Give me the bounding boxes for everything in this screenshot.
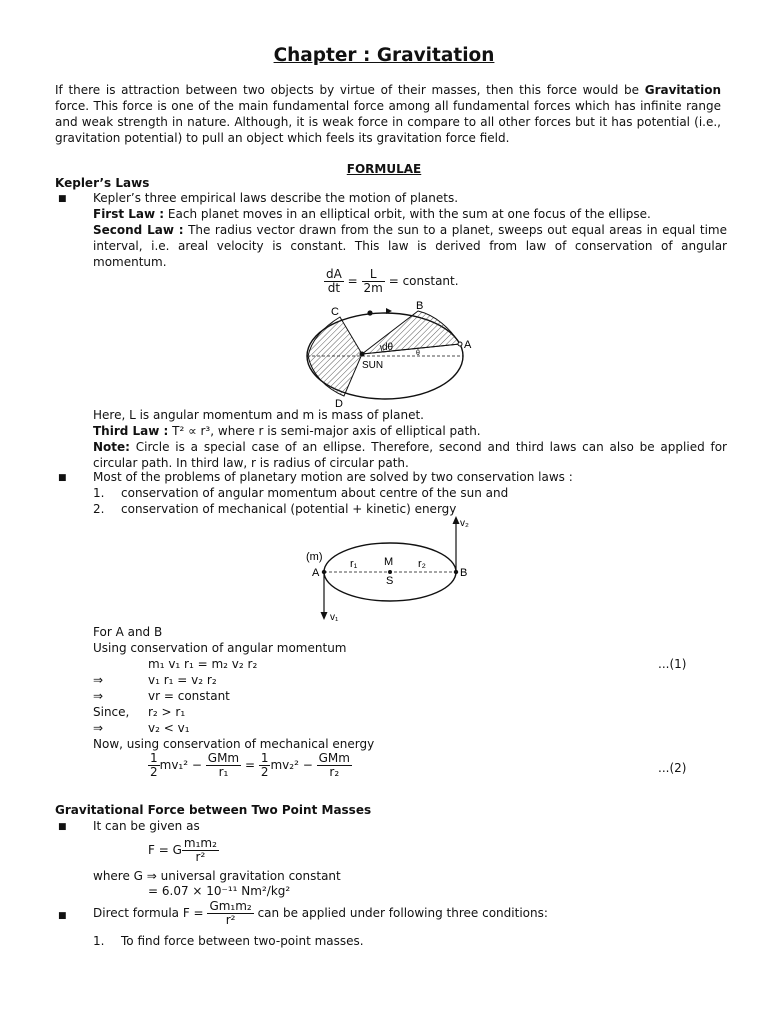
- implication-1: v₁ r₁ = v₂ r₂: [148, 673, 217, 687]
- label-S: S: [386, 575, 394, 587]
- label-v1: v₁: [330, 612, 339, 623]
- fraction-gmm-r2: [317, 752, 352, 779]
- fraction-gm1m2-r2: [207, 900, 253, 927]
- implication-3: v₂ < v₁: [148, 721, 190, 735]
- label-d: D: [335, 398, 343, 410]
- frac-num: m₁m₂: [183, 836, 217, 850]
- third-law-text: T² ∝ r³, where r is semi-major axis of elliptical path.: [168, 424, 481, 438]
- note-label: Note:: [93, 440, 130, 454]
- for-a-and-b: For A and B: [93, 625, 163, 639]
- minus-sign: −: [191, 758, 202, 772]
- equals-sign: =: [347, 274, 358, 288]
- fraction-half: [148, 752, 160, 779]
- bullet-marker: ■: [58, 194, 67, 204]
- direct-pre: Direct formula F =: [93, 906, 204, 920]
- list-item-num: 1.: [93, 934, 105, 948]
- page-title: Chapter : Gravitation: [273, 45, 495, 66]
- fraction-L-2m: [362, 268, 385, 295]
- swept-area-right: [362, 311, 460, 354]
- label-dtheta: dθ: [382, 342, 394, 353]
- energy-equation: [148, 752, 352, 779]
- direct-formula-line: [93, 900, 548, 927]
- label-a: A: [464, 339, 472, 351]
- mv1-term: mv₁²: [159, 758, 189, 772]
- label-sun: SUN: [362, 360, 384, 371]
- label-r2: r₂: [418, 558, 426, 570]
- frac-den: 2: [150, 765, 158, 779]
- list-item-text: To find force between two-point masses.: [121, 934, 364, 948]
- intro-text-post: force. This force is one of the main fundamental force among all fundamental forces which has infinite range and weak strength in nature. Although, it is weak force in compare to all other forces but it has potential (i.e., gravitation potential) to pull an object which feels its gravitation force field.: [55, 99, 721, 145]
- list-item-num: 1.: [93, 486, 105, 500]
- mv2-term: mv₂²: [270, 758, 299, 772]
- equation-2-tag: ...(2): [658, 761, 687, 775]
- kepler-orbit-diagram: [300, 298, 480, 410]
- here-line: Here, L is angular momentum and m is mass of planet.: [93, 408, 424, 422]
- where-g-line: where G ⇒ universal gravitation constant: [93, 869, 341, 883]
- intro-paragraph: [55, 82, 721, 146]
- first-law: [93, 207, 651, 222]
- formulae-heading: FORMULAE: [346, 162, 422, 176]
- label-b: B: [460, 567, 468, 579]
- areal-velocity-equation: [324, 268, 459, 295]
- note: [93, 439, 727, 471]
- equation-1-tag: ...(1): [658, 657, 687, 671]
- kepler-heading: Kepler’s Laws: [55, 176, 150, 190]
- intro-bold-term: Gravitation: [644, 83, 721, 97]
- frac-den: dt: [327, 281, 341, 295]
- label-M: M: [384, 556, 394, 568]
- third-law-label: Third Law :: [93, 424, 169, 438]
- list-item-text: conservation of angular momentum about centre of the sun and: [121, 486, 509, 500]
- frac-num: L: [362, 268, 385, 282]
- frac-den: 2m: [363, 281, 383, 295]
- two-point-orbit-diagram: [300, 512, 480, 624]
- v2-arrowhead: [453, 516, 460, 524]
- minus-sign: −: [302, 758, 313, 772]
- label-theta: θ: [416, 350, 420, 357]
- now-using-line: Now, using conservation of mechanical energy: [93, 737, 375, 751]
- label-a: A: [312, 567, 320, 579]
- using-am-line: Using conservation of angular momentum: [93, 641, 347, 655]
- frac-num: GMm: [318, 751, 350, 765]
- since-label: Since,: [93, 705, 130, 719]
- label-v2: v₂: [460, 518, 469, 529]
- second-law: [93, 222, 727, 270]
- label-r1: r₁: [350, 558, 358, 570]
- note-text: Circle is a special case of an ellipse. Therefore, second and third laws can also be applied for circular path. In third law, r is radius of circular path.: [93, 440, 727, 470]
- implies-symbol: ⇒: [93, 721, 104, 735]
- bullet-marker: ■: [58, 911, 67, 921]
- v1-arrowhead: [321, 612, 328, 620]
- fraction-gmm-r1: [206, 752, 241, 779]
- implies-symbol: ⇒: [93, 689, 104, 703]
- frac-den: r²: [225, 913, 236, 927]
- g-value: = 6.07 × 10⁻¹¹ Nm²/kg²: [148, 884, 291, 898]
- conservation-bullet-text: Most of the problems of planetary motion are solved by two conservation laws :: [93, 470, 573, 484]
- implication-2: vr = constant: [148, 689, 230, 703]
- swept-area-left: [308, 317, 362, 396]
- frac-num: GMm: [207, 751, 240, 765]
- intro-text-pre: If there is attraction between two objects by virtue of their masses, then this force would be: [55, 83, 645, 97]
- planet-dot: [367, 310, 372, 315]
- sun-dot: [360, 352, 365, 357]
- gravforce-bullet-1: It can be given as: [93, 819, 200, 833]
- sun-dot: [388, 570, 392, 574]
- bullet-marker: ■: [58, 473, 67, 483]
- frac-den: r₂: [329, 765, 340, 779]
- equation-1: m₁ v₁ r₁ = m₂ v₂ r₂: [148, 657, 258, 671]
- gravforce-heading: Gravitational Force between Two Point Masses: [55, 803, 372, 817]
- equals-sign: =: [244, 758, 256, 772]
- list-item-text: conservation of mechanical (potential + kinetic) energy: [121, 502, 457, 516]
- kepler-bullet-text: Kepler’s three empirical laws describe the motion of planets.: [93, 191, 459, 205]
- fraction-dA-dt: [324, 268, 344, 295]
- frac-num: 1: [260, 751, 269, 765]
- formula-lhs: F = G: [148, 843, 182, 857]
- second-law-label: Second Law :: [93, 223, 184, 237]
- frac-num: Gm₁m₂: [209, 899, 252, 913]
- frac-num: 1: [150, 751, 158, 765]
- direct-post: can be applied under following three conditions:: [257, 906, 548, 920]
- fraction-half: [259, 752, 271, 779]
- frac-num: dA: [326, 267, 342, 281]
- point-a-marker: [458, 342, 462, 346]
- fraction-m1m2-r2: [182, 837, 219, 864]
- list-item-num: 2.: [93, 502, 105, 516]
- second-law-text: The radius vector drawn from the sun to a planet, sweeps out equal areas in equal time interval, i.e. areal velocity is constant. This law is derived from law of conservation of angular momentum.: [93, 223, 727, 269]
- implies-symbol: ⇒: [93, 673, 104, 687]
- first-law-text: Each planet moves in an elliptical orbit, with the sum at one focus of the ellipse.: [164, 207, 651, 221]
- frac-den: r²: [195, 850, 206, 864]
- label-c: C: [331, 306, 339, 318]
- third-law: [93, 424, 481, 439]
- equals-constant: = constant.: [388, 274, 459, 288]
- label-m: (m): [306, 551, 323, 563]
- bullet-marker: ■: [58, 822, 67, 832]
- label-b: B: [416, 300, 424, 312]
- newton-gravitation-formula: [148, 837, 219, 864]
- first-law-label: First Law :: [93, 207, 165, 221]
- frac-den: 2: [260, 765, 269, 779]
- frac-den: r₁: [218, 765, 229, 779]
- since-equation: r₂ > r₁: [148, 705, 186, 719]
